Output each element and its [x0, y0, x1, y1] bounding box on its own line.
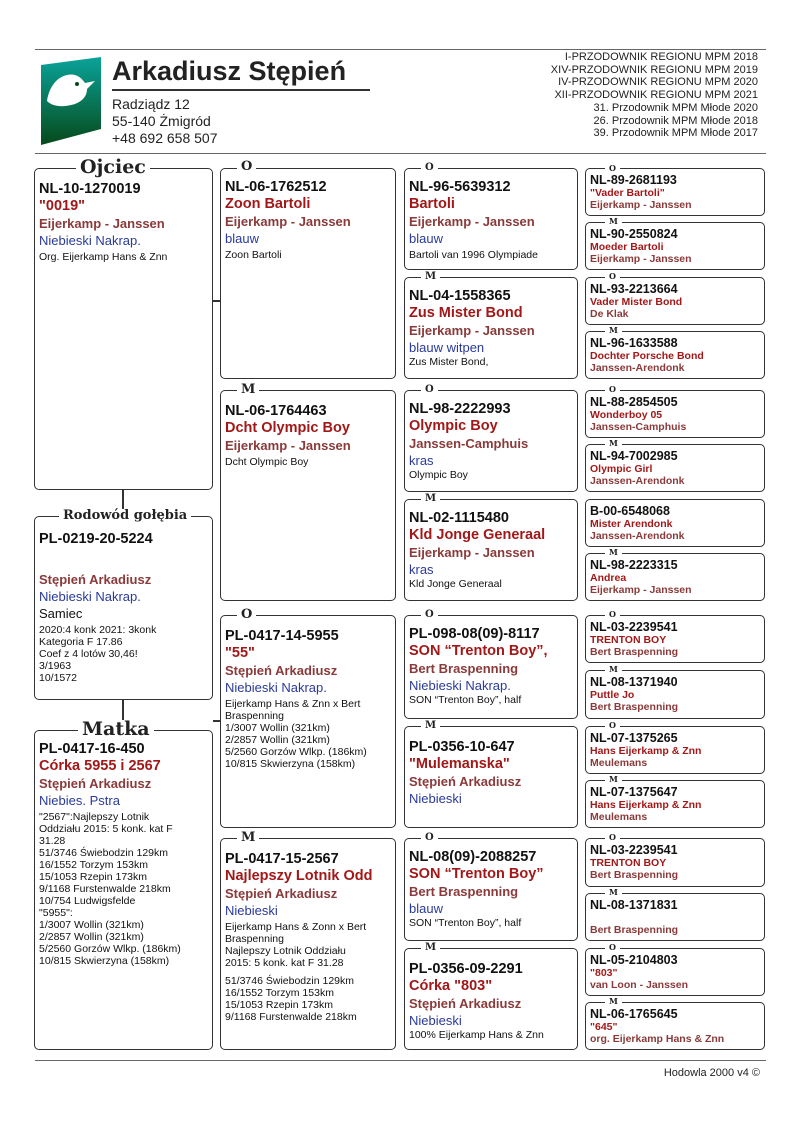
feather-color: kras	[409, 453, 434, 468]
info-line: 51/3746 Świebodzin 129km	[225, 975, 355, 987]
mother-color: Niebies. Pstra	[39, 793, 120, 808]
breeder: Bert Braspenning	[409, 884, 519, 899]
award-item: IV-PRZODOWNIK REGIONU MPM 2020	[558, 76, 758, 89]
info-line: Eijerkamp Hans & Zonn x Bert	[225, 921, 367, 933]
gen4-card[interactable]	[585, 168, 765, 216]
breeder: Meulemans	[590, 757, 648, 769]
info-line: "5955":	[39, 907, 73, 919]
pigeon-name: Dcht Olympic Boy	[225, 420, 350, 436]
info-line: Kld Jonge Generaal	[409, 578, 502, 590]
gen4-card[interactable]	[585, 893, 765, 941]
dam-label: M	[605, 217, 622, 225]
award-item: 31. Przodownik MPM Młode 2020	[593, 101, 758, 114]
gen4-card[interactable]	[585, 726, 765, 774]
award-item: XIV-PRZODOWNIK REGIONU MPM 2019	[550, 63, 758, 76]
breeder: Eijerkamp - Janssen	[590, 199, 692, 211]
info-line: 51/3746 Świebodzin 129km	[39, 847, 169, 859]
mother-name: Córka 5955 i 2567	[39, 758, 161, 774]
sire-label: O	[605, 385, 620, 393]
breeder: Stępień Arkadiusz	[225, 886, 338, 901]
feather-color: Niebieski Nakrap.	[225, 680, 327, 695]
gen4-card[interactable]	[585, 553, 765, 601]
father-card[interactable]	[34, 168, 213, 490]
dam-label: M	[605, 997, 622, 1005]
breeder: Janssen-Arendonk	[590, 475, 685, 487]
dam-label: M	[237, 831, 259, 844]
dam-label: M	[421, 721, 440, 731]
gen4-card[interactable]	[585, 948, 765, 996]
info-line: 15/1053 Rzepin 173km	[39, 871, 147, 883]
ring-number: NL-05-2104803	[590, 953, 678, 967]
feather-color: Niebieski	[225, 903, 278, 918]
info-line: 10/815 Skwierzyna (158km)	[39, 955, 170, 967]
pigeon-name: Wonderboy 05	[590, 409, 663, 421]
pigeon-name: Zus Mister Bond	[409, 305, 523, 321]
gen3-card[interactable]	[404, 168, 578, 270]
breeder: Bert Braspenning	[590, 924, 679, 936]
breeder: Janssen-Arendonk	[590, 362, 685, 374]
breeder: Bert Braspenning	[409, 661, 519, 676]
info-line: 16/1552 Torzym 153km	[39, 859, 148, 871]
pigeon-name: Najlepszy Lotnik Odd	[225, 868, 373, 884]
info-line: 16/1552 Torzym 153km	[225, 987, 334, 999]
pigeon-name: "Vader Bartoli"	[590, 187, 665, 199]
gen4-card[interactable]	[585, 390, 765, 438]
address-line: Radziądz 12	[112, 96, 190, 112]
feather-color: Niebieski Nakrap.	[409, 678, 511, 693]
dam-label: M	[605, 326, 622, 334]
info-line: Org. Eijerkamp Hans & Znn	[39, 251, 168, 263]
pigeon-name: Hans Eijerkamp & Znn	[590, 799, 702, 811]
connector-line	[213, 720, 220, 722]
father-breeder: Eijerkamp - Janssen	[39, 216, 165, 231]
info-line: 9/1168 Furstenwalde 218km	[225, 1011, 357, 1023]
info-line: Dcht Olympic Boy	[225, 456, 309, 468]
info-line: 31.28	[39, 835, 66, 847]
ring-number: NL-04-1558365	[409, 288, 511, 304]
gen3-card[interactable]	[404, 277, 578, 379]
ring-number: PL-098-08(09)-8117	[409, 626, 540, 642]
gen3-card[interactable]	[404, 499, 578, 601]
pigeon-name: TRENTON BOY	[590, 634, 667, 646]
info-line: 5/2560 Gorzów Wlkp. (186km)	[39, 943, 181, 955]
owner-address	[112, 96, 218, 147]
header-bottom-rule	[35, 153, 766, 154]
gen3-card[interactable]	[404, 948, 578, 1050]
pigeon-name: "645"	[590, 1021, 618, 1033]
breeder: Eijerkamp - Janssen	[409, 214, 535, 229]
sire-label: O	[421, 163, 438, 173]
ring-number: NL-08(09)-2088257	[409, 849, 537, 865]
connector-line	[213, 300, 220, 302]
gen3-card[interactable]	[404, 615, 578, 719]
pigeon-name: TRENTON BOY	[590, 857, 667, 869]
info-line: 10/754 Ludwigsfelde	[39, 895, 136, 907]
pigeon-name: Mister Arendonk	[590, 518, 673, 530]
breeder: Eijerkamp - Janssen	[590, 584, 692, 596]
father-ring: NL-10-1270019	[39, 181, 141, 197]
gen3-card[interactable]	[404, 390, 578, 492]
breeder: Bert Braspenning	[590, 701, 679, 713]
breeder: De Klak	[590, 308, 629, 320]
dam-label: M	[421, 494, 440, 504]
breeder: Janssen-Camphuis	[590, 421, 687, 433]
top-rule	[35, 49, 766, 50]
ring-number: PL-0356-09-2291	[409, 961, 523, 977]
mother-card[interactable]	[34, 730, 213, 1050]
gen4-card[interactable]	[585, 1002, 765, 1050]
dam-label: M	[605, 548, 622, 556]
ring-number: NL-94-7002985	[590, 449, 678, 463]
sire-of-dam-card[interactable]	[220, 615, 396, 828]
info-line: 2015: 5 konk. kat F 31.28	[225, 957, 344, 969]
pigeon-name: Córka "803"	[409, 978, 493, 994]
pigeon-name: Puttle Jo	[590, 689, 635, 701]
ring-number: NL-89-2681193	[590, 173, 677, 187]
gen4-card[interactable]	[585, 615, 765, 663]
gen4-card[interactable]	[585, 499, 765, 547]
pigeon-name: Vader Mister Bond	[590, 296, 683, 308]
gen3-card[interactable]	[404, 838, 578, 941]
breeder: Stępień Arkadiusz	[409, 774, 522, 789]
pigeon-name: Olympic Boy	[409, 418, 498, 434]
pigeon-name: Andrea	[590, 572, 627, 584]
pigeon-name: Hans Eijerkamp & Znn	[590, 745, 702, 757]
ring-number: PL-0356-10-647	[409, 739, 515, 755]
ring-number: PL-0417-14-5955	[225, 628, 339, 644]
ring-number: NL-98-2223315	[590, 558, 678, 572]
ring-number: NL-96-1633588	[590, 336, 678, 350]
pigeon-name: Olympic Girl	[590, 463, 653, 475]
ring-number: NL-07-1375647	[590, 785, 678, 799]
ring-number: NL-02-1115480	[409, 510, 509, 526]
father-name: "0019"	[39, 198, 86, 214]
gen3-card[interactable]	[404, 726, 578, 828]
sire-label: O	[237, 608, 256, 621]
award-item: XII-PRZODOWNIK REGIONU MPM 2021	[554, 89, 758, 102]
sire-label: O	[605, 610, 620, 618]
award-item: I-PRZODOWNIK REGIONU MPM 2018	[564, 51, 758, 63]
pigeon-logo-icon	[41, 57, 101, 145]
subject-info	[39, 624, 208, 684]
sire-label: O	[605, 721, 620, 729]
subject-ring: PL-0219-20-5224	[39, 531, 153, 547]
feather-color: Niebieski	[409, 1013, 462, 1028]
info-line: 9/1168 Furstenwalde 218km	[39, 883, 171, 895]
info-line: SON “Trenton Boy”, half	[409, 694, 522, 706]
sire-label: O	[421, 610, 438, 620]
ring-number: NL-88-2854505	[590, 395, 678, 409]
award-item: 39. Przodownik MPM Młode 2017	[593, 127, 758, 140]
info-line: 5/2560 Gorzów Wlkp. (186km)	[225, 746, 367, 758]
breeder: Eijerkamp - Janssen	[409, 545, 535, 560]
breeder: Eijerkamp - Janssen	[409, 323, 535, 338]
info-line: Coef z 4 lotów 30,46!	[39, 648, 138, 660]
sire-of-sire-card[interactable]	[220, 168, 396, 379]
ring-number: NL-98-2222993	[409, 401, 511, 417]
breeder: Stępień Arkadiusz	[225, 663, 338, 678]
father-color: Niebieski Nakrap.	[39, 233, 141, 248]
feather-color: blauw	[225, 231, 259, 246]
ring-number: NL-03-2239541	[590, 620, 678, 634]
info-line: "2567":Najlepszy Lotnik	[39, 811, 150, 823]
breeder: Eijerkamp - Janssen	[225, 438, 351, 453]
pigeon-name: Bartoli	[409, 196, 455, 212]
dam-label: M	[605, 775, 622, 783]
sire-label: O	[421, 385, 438, 395]
breeder: van Loon - Janssen	[590, 979, 689, 991]
breeder: Bert Braspenning	[590, 869, 679, 881]
ring-number: PL-0417-15-2567	[225, 851, 339, 867]
ring-number: NL-03-2239541	[590, 843, 678, 857]
father-label: Ojciec	[76, 158, 150, 177]
dam-label: M	[237, 383, 259, 396]
info-line: 2/2857 Wollin (321km)	[39, 931, 144, 943]
info-line: Zoon Bartoli	[225, 249, 282, 261]
award-item: 26. Przodownik MPM Młode 2018	[593, 114, 758, 127]
info-line: 2/2857 Wollin (321km)	[225, 734, 330, 746]
dam-label: M	[605, 665, 622, 673]
gen4-card[interactable]	[585, 277, 765, 325]
owner-underline	[112, 89, 370, 91]
info-line: Olympic Boy	[409, 469, 468, 481]
dam-of-dam-card[interactable]	[220, 838, 396, 1050]
footer-rule	[35, 1060, 766, 1061]
mother-ring: PL-0417-16-450	[39, 741, 145, 757]
gen4-card[interactable]	[585, 838, 765, 887]
awards-list	[551, 51, 758, 140]
info-line: 15/1053 Rzepin 173km	[225, 999, 333, 1011]
breeder: Janssen-Camphuis	[409, 436, 529, 451]
sire-label: O	[605, 272, 620, 280]
breeder: Stępień Arkadiusz	[409, 996, 522, 1011]
pigeon-name: Moeder Bartoli	[590, 241, 664, 253]
info-line: 2020:4 konk 2021: 3konk	[39, 624, 157, 636]
info-line: 100% Eijerkamp Hans & Znn	[409, 1029, 544, 1041]
pigeon-name: "Mulemanska"	[409, 756, 510, 772]
dam-label: M	[421, 272, 440, 282]
owner-name: Arkadiusz Stępień	[112, 56, 347, 86]
sire-label: O	[605, 164, 620, 172]
ring-number: NL-08-1371940	[590, 675, 678, 689]
subject-card[interactable]	[34, 516, 213, 700]
ring-number: NL-06-1765645	[590, 1007, 678, 1021]
dam-label: M	[605, 888, 622, 896]
pigeon-name: Dochter Porsche Bond	[590, 350, 704, 362]
info-line: Najlepszy Lotnik Oddziału	[225, 945, 346, 957]
info-line: 1/3007 Wollin (321km)	[225, 722, 330, 734]
dam-of-sire-card[interactable]	[220, 390, 396, 601]
feather-color: Niebieski	[409, 791, 462, 806]
feather-color: blauw	[409, 901, 443, 916]
info-line: Kategoria F 17.86	[39, 636, 123, 648]
subject-sex: Samiec	[39, 606, 83, 621]
pigeon-name: Kld Jonge Generaal	[409, 527, 546, 543]
breeder: Meulemans	[590, 811, 648, 823]
subject-breeder: Stępień Arkadiusz	[39, 572, 152, 587]
feather-color: blauw witpen	[409, 340, 485, 355]
info-line: Braspenning	[225, 933, 284, 945]
dam-label: M	[605, 439, 622, 447]
gen4-card[interactable]	[585, 444, 765, 492]
info-line: 3/1963	[39, 660, 72, 672]
feather-color: kras	[409, 562, 434, 577]
sire-label: O	[605, 943, 620, 951]
pigeon-name	[590, 912, 760, 924]
breeder: Bert Braspenning	[590, 646, 679, 658]
subject-color: Niebieski Nakrap.	[39, 589, 141, 604]
info-line: Zus Mister Bond,	[409, 356, 489, 368]
breeder: Janssen-Arendonk	[590, 530, 685, 542]
mother-label: Matka	[78, 720, 154, 739]
sire-label: O	[237, 160, 256, 173]
feather-color: blauw	[409, 231, 443, 246]
gen4-card[interactable]	[585, 331, 765, 379]
gen4-card[interactable]	[585, 670, 765, 719]
info-line: Eijerkamp Hans & Znn x Bert	[225, 698, 361, 710]
footer-credit: Hodowla 2000 v4 ©	[663, 1067, 760, 1079]
breeder: Eijerkamp - Janssen	[590, 253, 692, 265]
info-line: 10/1572	[39, 672, 77, 684]
pigeon-name: SON “Trenton Boy”,	[409, 643, 548, 659]
ring-number: NL-06-1764463	[225, 403, 327, 419]
ring-number: B-00-6548068	[590, 504, 670, 518]
info-line: Braspenning	[225, 710, 284, 722]
address-line: 55-140 Żmigród	[112, 113, 211, 129]
pigeon-name: "55"	[225, 645, 255, 661]
pigeon-name: "803"	[590, 967, 618, 979]
ring-number: NL-96-5639312	[409, 179, 511, 195]
dam-label: M	[421, 943, 440, 953]
info-line: SON “Trenton Boy”, half	[409, 917, 522, 929]
pigeon-name: Zoon Bartoli	[225, 196, 311, 212]
info-line: 1/3007 Wollin (321km)	[39, 919, 144, 931]
gen4-card[interactable]	[585, 780, 765, 828]
breeder: org. Eijerkamp Hans & Znn	[590, 1033, 725, 1045]
pigeon-name: SON “Trenton Boy”	[409, 866, 544, 882]
ring-number: NL-06-1762512	[225, 179, 327, 195]
breeder: Eijerkamp - Janssen	[225, 214, 351, 229]
ring-number: NL-08-1371831	[590, 898, 678, 912]
mother-breeder: Stępień Arkadiusz	[39, 776, 152, 791]
gen4-card[interactable]	[585, 222, 765, 270]
ring-number: NL-90-2550824	[590, 227, 678, 241]
info-line: Bartoli van 1996 Olympiade	[409, 249, 538, 261]
father-info	[39, 251, 208, 263]
ring-number: NL-93-2213664	[590, 282, 678, 296]
phone-number: +48 692 658 507	[112, 130, 218, 146]
info-line: 10/815 Skwierzyna (158km)	[225, 758, 356, 770]
sire-label: O	[421, 833, 438, 843]
sire-label: O	[605, 833, 620, 841]
ring-number: NL-07-1375265	[590, 731, 678, 745]
pedigree-label: Rodowód gołębia	[59, 509, 191, 522]
info-line: Oddziału 2015: 5 konk. kat F	[39, 823, 173, 835]
mother-info	[39, 811, 208, 967]
